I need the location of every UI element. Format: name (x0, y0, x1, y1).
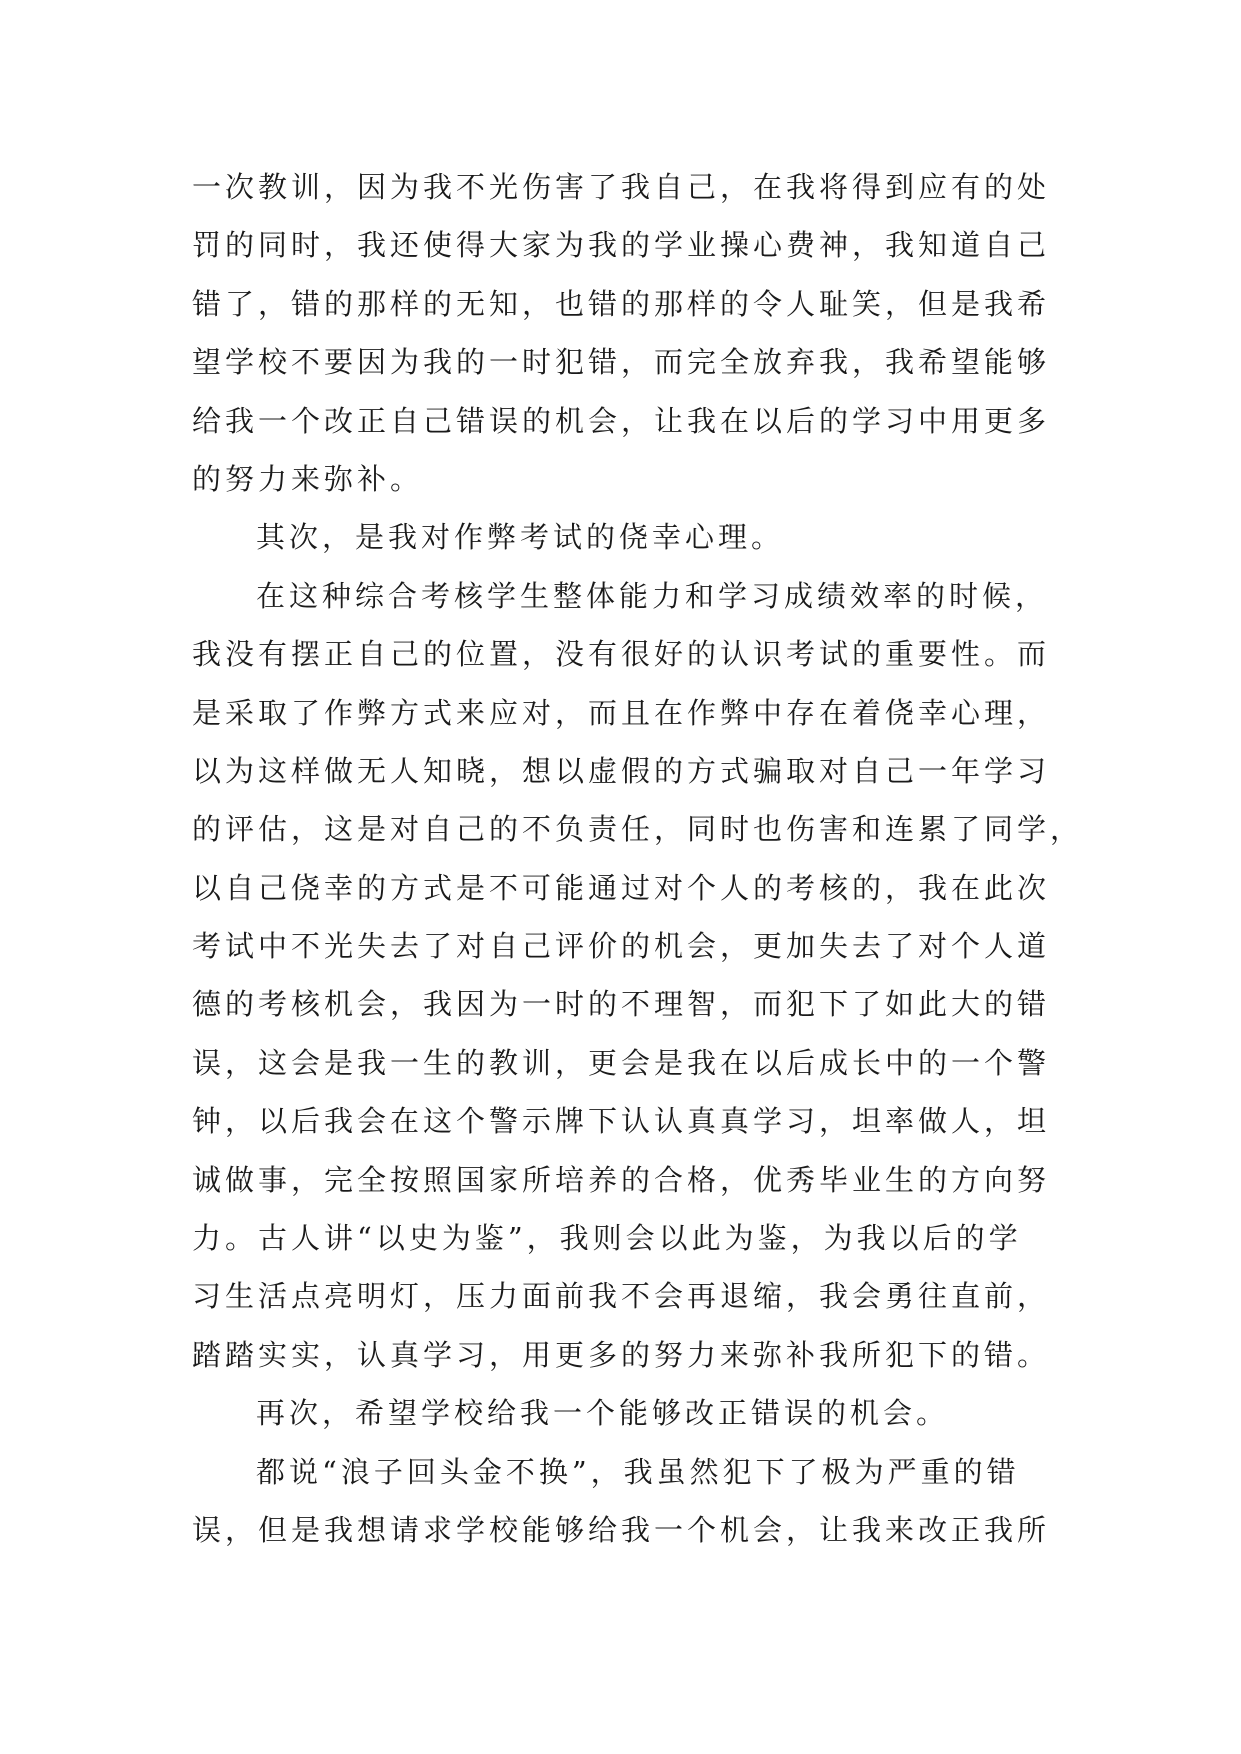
text-line: 力。古人讲“以史为鉴”，我则会以此为鉴，为我以后的学 (192, 1221, 1022, 1256)
text-line: 的评估，这是对自己的不负责任，同时也伤害和连累了同学， (192, 812, 1084, 847)
text-line: 给我一个改正自己错误的机会，让我在以后的学习中用更多 (192, 403, 1051, 438)
text-line: 钟，以后我会在这个警示牌下认认真真学习，坦率做人，坦 (192, 1104, 1051, 1139)
text-line: 望学校不要因为我的一时犯错，而完全放弃我，我希望能够 (192, 345, 1051, 380)
text-line: 是采取了作弊方式来应对，而且在作弊中存在着侥幸心理， (192, 695, 1051, 730)
text-line: 考试中不光失去了对自己评价的机会，更加失去了对个人道 (192, 929, 1051, 964)
text-line: 错了，错的那样的无知，也错的那样的令人耻笑，但是我希 (192, 286, 1051, 321)
text-line: 以为这样做无人知晓，想以虚假的方式骗取对自己一年学习 (192, 753, 1051, 788)
text-line: 习生活点亮明灯，压力面前我不会再退缩，我会勇往直前， (192, 1279, 1051, 1314)
text-line: 踏踏实实，认真学习，用更多的努力来弥补我所犯下的错。 (192, 1337, 1051, 1372)
text-line: 德的考核机会，我因为一时的不理智，而犯下了如此大的错 (192, 987, 1051, 1022)
text-line: 我没有摆正自己的位置，没有很好的认识考试的重要性。而 (192, 637, 1051, 672)
paragraph-start-line: 都说“浪子回头金不换”，我虽然犯下了极为严重的错 (256, 1454, 1020, 1489)
text-line: 一次教训，因为我不光伤害了我自己，在我将得到应有的处 (192, 170, 1051, 204)
text-line: 误，这会是我一生的教训，更会是我在以后成长中的一个警 (192, 1045, 1051, 1080)
text-line: 的努力来弥补。 (192, 461, 424, 496)
text-line: 以自己侥幸的方式是不可能通过对个人的考核的，我在此次 (192, 870, 1051, 905)
body-text (192, 158, 1084, 1559)
text-line: 罚的同时，我还使得大家为我的学业操心费神，我知道自己 (192, 228, 1051, 263)
paragraph-start-line: 其次，是我对作弊考试的侥幸心理。 (256, 520, 785, 555)
text-line: 误，但是我想请求学校能够给我一个机会，让我来改正我所 (192, 1512, 1051, 1547)
paragraph-start-line: 在这种综合考核学生整体能力和学习成绩效率的时候， (256, 578, 1049, 613)
paragraph-start-line: 再次，希望学校给我一个能够改正错误的机会。 (256, 1396, 950, 1431)
text-line: 诚做事，完全按照国家所培养的合格，优秀毕业生的方向努 (192, 1162, 1051, 1197)
